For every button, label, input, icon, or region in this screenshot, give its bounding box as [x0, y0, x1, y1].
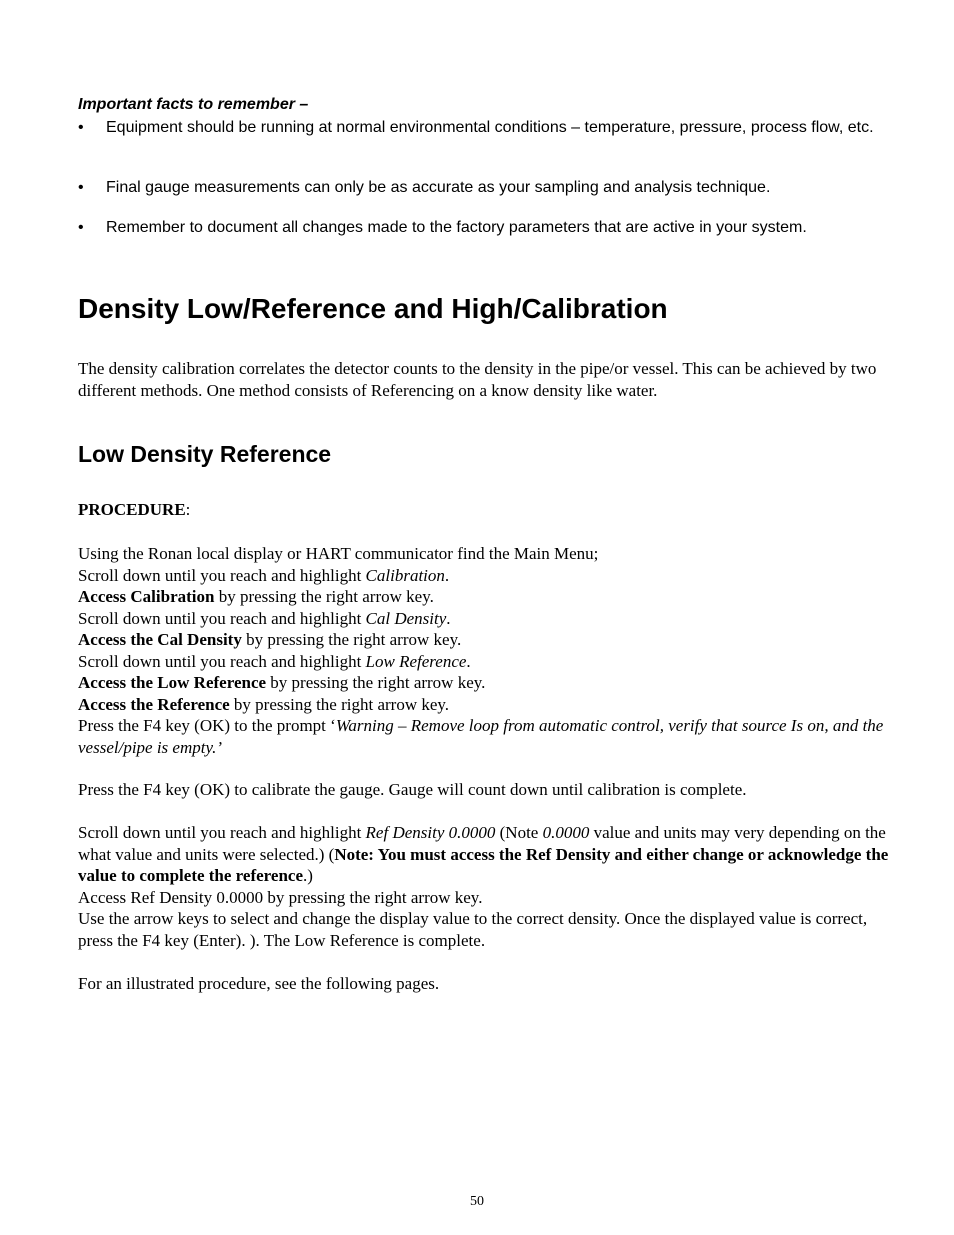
- step-line: [78, 715, 898, 758]
- bullet-text: Final gauge measurements can only be as accurate as your sampling and analysis technique.: [106, 179, 771, 196]
- step-strong: Access the Cal Density: [78, 630, 242, 649]
- step-emphasis: Calibration: [365, 565, 445, 585]
- ref-density-paragraph: [78, 822, 898, 951]
- step-line: [78, 608, 898, 630]
- step-emphasis: Cal Density: [365, 608, 447, 628]
- ref-text: .): [303, 866, 313, 885]
- bullet-text: Remember to document all changes made to the factory parameters that are active in your system.: [106, 219, 807, 236]
- illustrated-note: For an illustrated procedure, see the following pages.: [78, 974, 440, 993]
- subsection-heading: Low Density Reference: [78, 441, 332, 467]
- step-emphasis: Low Reference: [365, 651, 467, 671]
- step-text: by pressing the right arrow key.: [214, 587, 434, 606]
- ref-arrow-line: Use the arrow keys to select and change the display value to the correct density. Once the displayed value is correct, press the F4 key (Enter). ). The Low Reference is complete.: [78, 909, 868, 950]
- ref-note: Note: You must access the Ref Density and either change or acknowledge the value to complete the reference: [78, 844, 889, 885]
- section-heading: Density Low/Reference and High/Calibration: [78, 293, 668, 324]
- ref-emphasis: 0.0000: [542, 823, 590, 842]
- step-strong: Access the Reference: [78, 694, 230, 714]
- step-emphasis: Warning – Remove loop from automatic control, verify that source Is on, and the vessel/pipe is empty.’: [78, 716, 884, 757]
- intro-paragraph: The density calibration correlates the detector counts to the density in the pipe/or vessel. This can be achieved by two different methods. One method consists of Referencing on a know density like water.: [78, 359, 877, 400]
- step-line: [78, 565, 898, 587]
- calibrate-paragraph: Press the F4 key (OK) to calibrate the gauge. Gauge will count down until calibration is complete.: [78, 780, 747, 799]
- ref-access-line: Access Ref Density 0.0000 by pressing the right arrow key.: [78, 887, 483, 907]
- step-line: [78, 672, 898, 694]
- procedure-label-text: PROCEDURE: [78, 500, 186, 519]
- ref-emphasis: Ref Density 0.0000: [365, 823, 496, 842]
- step-line: Using the Ronan local display or HART communicator find the Main Menu;: [78, 544, 599, 563]
- bullet-text: Equipment should be running at normal environmental conditions – temperature, pressure, process flow, etc.: [106, 119, 874, 136]
- step-text: by pressing the right arrow key.: [241, 630, 462, 649]
- step-line: [78, 586, 898, 608]
- ref-text: value and units may very depending on the what value and units were selected.) (: [78, 823, 886, 864]
- procedure-steps: [78, 543, 898, 758]
- step-text: by pressing the right arrow key.: [229, 694, 450, 714]
- step-text: .: [466, 651, 471, 671]
- step-text: Scroll down until you reach and highlight: [78, 651, 366, 671]
- procedure-colon: :: [185, 500, 191, 519]
- bullet-icon: •: [78, 119, 84, 136]
- ref-text: Scroll down until you reach and highlight: [78, 823, 366, 842]
- step-line: [78, 629, 898, 651]
- step-line: [78, 651, 898, 673]
- bullet-icon: •: [78, 219, 84, 236]
- step-text: Press the F4 key (OK) to the prompt ‘: [78, 716, 336, 735]
- step-text: .: [444, 565, 450, 585]
- step-line: [78, 694, 898, 716]
- facts-title: Important facts to remember –: [78, 96, 309, 113]
- bullet-icon: •: [78, 179, 84, 196]
- step-text: Scroll down until you reach and highlight: [78, 565, 366, 585]
- page-number: 50: [470, 1194, 484, 1209]
- step-text: Scroll down until you reach and highlight: [78, 608, 366, 628]
- step-strong: Access Calibration: [78, 587, 215, 606]
- procedure-label: [78, 500, 190, 520]
- step-strong: Access the Low Reference: [78, 673, 267, 692]
- ref-text: (Note: [495, 823, 543, 842]
- step-text: .: [446, 608, 451, 628]
- step-text: by pressing the right arrow key.: [266, 673, 486, 692]
